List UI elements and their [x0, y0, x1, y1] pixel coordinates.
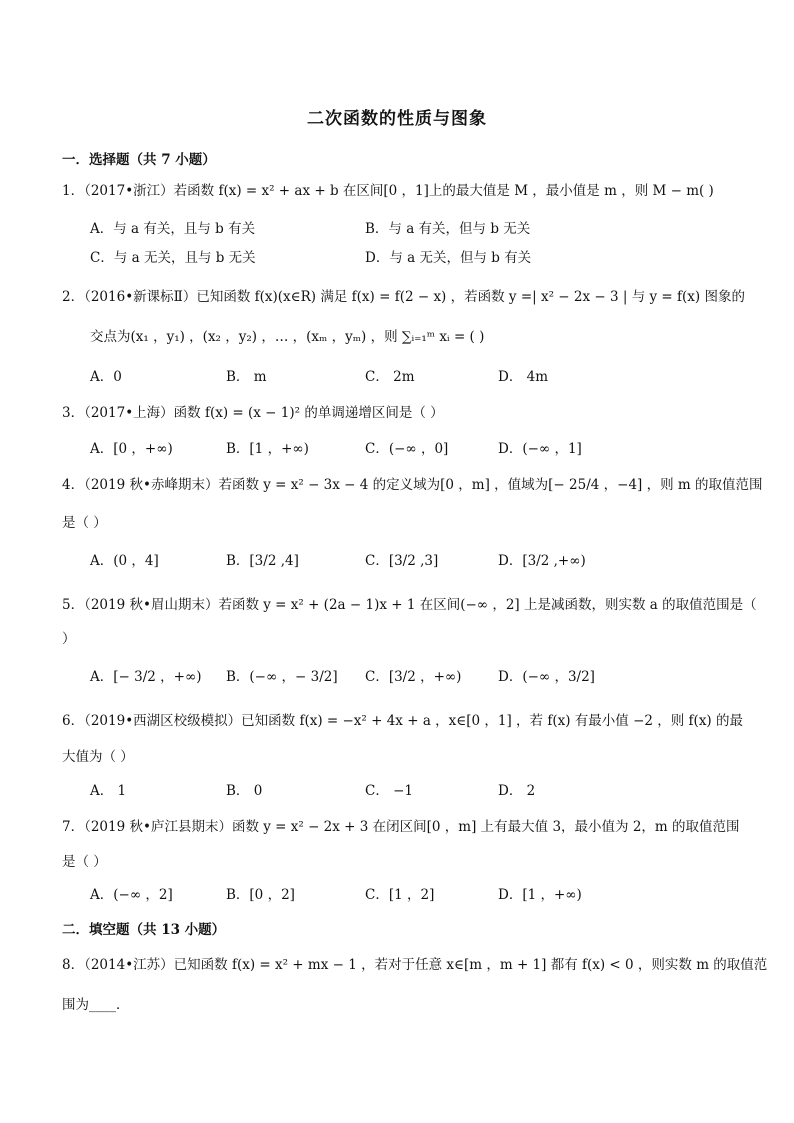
option-b[interactable]: B．(−∞ ，− 3/2]	[226, 669, 338, 685]
option-b[interactable]: B．[1 ，+∞)	[226, 441, 309, 457]
question-5: 5．（2019 秋•眉山期末）若函数 y = x² + (2a − 1)x + 1 在区间(−∞ ，2] 上是减函数，则实数 a 的取值范围是（	[62, 597, 757, 613]
option-b[interactable]: B．[3/2 ,4]	[226, 553, 299, 569]
option-c[interactable]: C．[1 ，2]	[365, 887, 435, 903]
option-c[interactable]: C．与 a 无关，且与 b 无关	[90, 250, 256, 266]
option-c[interactable]: C． 2m	[365, 369, 415, 385]
option-d[interactable]: D．与 a 无关，但与 b 有关	[365, 250, 532, 266]
question-4: 4．（2019 秋•赤峰期末）若函数 y = x² − 3x − 4 的定义域为[0 ，m] ，值域为[− 25/4 ，−4] ，则 m 的取值范围	[62, 477, 763, 493]
option-b[interactable]: B． 0	[226, 783, 263, 799]
option-b[interactable]: B． m	[226, 369, 267, 385]
option-c[interactable]: C． −1	[365, 783, 414, 799]
option-a[interactable]: A．[0 ，+∞)	[90, 441, 173, 457]
option-a[interactable]: A． 1	[90, 783, 127, 799]
question-3: 3．（2017•上海）函数 f(x) = (x − 1)² 的单调递增区间是（ ）	[62, 405, 444, 421]
option-c[interactable]: C．[3/2 ,3]	[365, 553, 439, 569]
option-a[interactable]: A．[− 3/2 ，+∞)	[90, 669, 202, 685]
question-8: 8．（2014•江苏）已知函数 f(x) = x² + mx − 1 ，若对于任意 x∈[m ，m + 1] 都有 f(x) < 0 ，则实数 m 的取值范	[62, 957, 768, 973]
option-d[interactable]: D． 4m	[498, 369, 549, 385]
question-6: 6．（2019•西湖区校级模拟）已知函数 f(x) = −x² + 4x + a ，x∈[0 ，1] ，若 f(x) 有最小值 −2 ，则 f(x) 的最	[62, 713, 743, 729]
question-6-line2: 大值为（ ）	[62, 749, 134, 765]
option-b[interactable]: B．[0 ，2]	[226, 887, 295, 903]
question-1: 1．（2017•浙江）若函数 f(x) = x² + ax + b 在区间[0 ，1]上的最大值是 M ，最小值是 m ，则 M − m( )	[62, 183, 714, 199]
page-title: 二次函数的性质与图象	[307, 109, 487, 129]
section-heading-choice: 一．选择题（共 7 小题）	[62, 152, 216, 168]
option-d[interactable]: D．(−∞ ，1]	[498, 441, 582, 457]
section-heading-fill: 二．填空题（共 13 小题）	[62, 922, 226, 938]
question-7-line2: 是（ ）	[62, 854, 107, 870]
option-d[interactable]: D． 2	[498, 783, 536, 799]
option-d[interactable]: D．(−∞ ，3/2]	[498, 669, 595, 685]
option-c[interactable]: C．(−∞ ，0]	[365, 441, 449, 457]
option-a[interactable]: A．0	[90, 369, 122, 385]
option-a[interactable]: A．(0 ，4]	[90, 553, 159, 569]
question-7: 7．（2019 秋•庐江县期末）函数 y = x² − 2x + 3 在闭区间[0 ，m] 上有最大值 3，最小值为 2，m 的取值范围	[62, 819, 740, 835]
option-b[interactable]: B．与 a 有关，但与 b 无关	[365, 221, 531, 237]
question-4-line2: 是（ ）	[62, 515, 107, 531]
question-8-line2: 围为____．	[62, 997, 130, 1013]
option-d[interactable]: D．[1 ，+∞)	[498, 887, 582, 903]
question-2-line2: 交点为(x₁ ，y₁) ，(x₂ ，y₂) ，… ，(xₘ ，yₘ) ，则 ∑ᵢ₌₁ᵐ xᵢ = ( )	[90, 329, 485, 345]
option-d[interactable]: D．[3/2 ,+∞)	[498, 553, 586, 569]
question-2: 2．（2016•新课标Ⅱ）已知函数 f(x)(x∈R) 满足 f(x) = f(2 − x) ，若函数 y =| x² − 2x − 3 | 与 y = f(x) 图象的	[62, 289, 745, 305]
option-a[interactable]: A．(−∞ ，2]	[90, 887, 173, 903]
option-c[interactable]: C．[3/2 ，+∞)	[365, 669, 462, 685]
option-a[interactable]: A．与 a 有关，且与 b 有关	[90, 221, 256, 237]
question-5-line2: ）	[62, 631, 76, 647]
